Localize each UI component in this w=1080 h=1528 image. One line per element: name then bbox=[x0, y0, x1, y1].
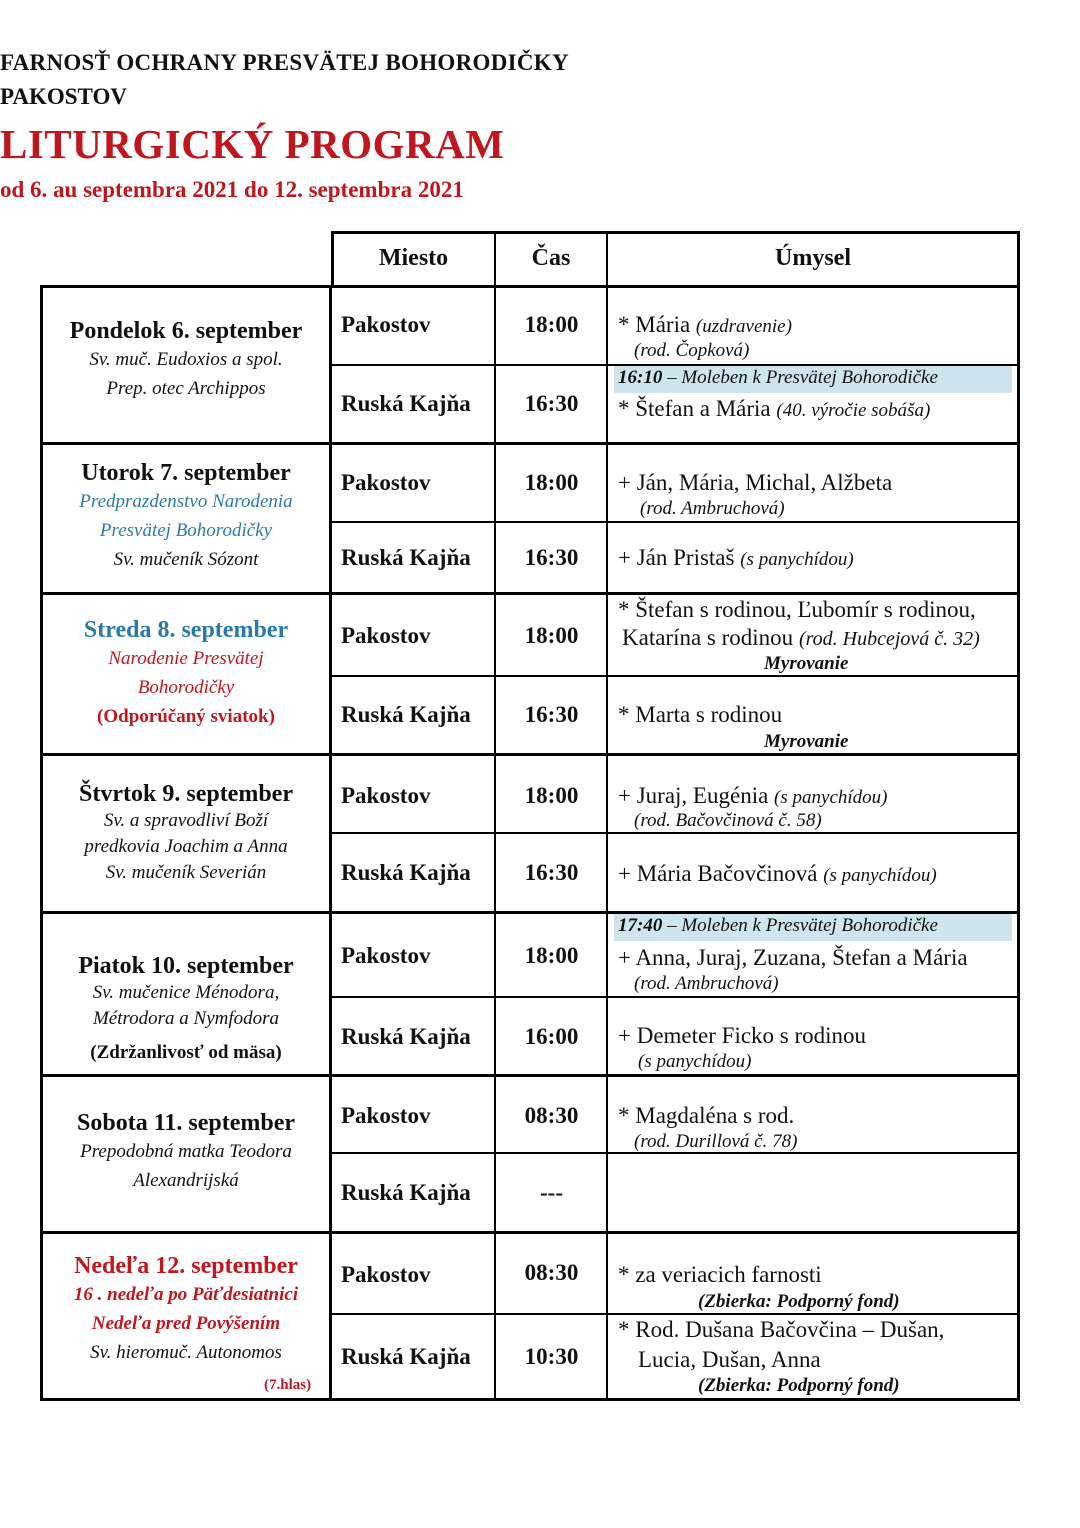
time-label: 18:00 bbox=[524, 943, 579, 968]
highlight-text: 17:40 – Moleben k Presvätej Bohorodičke bbox=[618, 915, 938, 936]
page-title: LITURGICKÝ PROGRAM bbox=[0, 121, 505, 167]
time-label: 08:30 bbox=[524, 1103, 579, 1128]
highlight-text: 16:10 – Moleben k Presvätej Bohorodičke bbox=[618, 367, 938, 388]
time-label: 10:30 bbox=[524, 1344, 579, 1369]
intent-text: * Magdaléna s rod. bbox=[618, 1103, 795, 1128]
intent-text: + Demeter Ficko s rodinou bbox=[618, 1023, 867, 1048]
place-label: Pakostov bbox=[341, 943, 431, 968]
intent-note: (s panychídou) bbox=[638, 1051, 752, 1072]
day-cell: Sobota 11. september Prepodobná matka Teodora Alexandrijská bbox=[77, 1110, 295, 1191]
intent-note: (rod. Ambruchová) bbox=[634, 973, 779, 994]
day-cell: Piatok 10. september Sv. mučenice Ménodora, Métrodora a Nymfodora (Zdržanlivosť od mäsa) bbox=[78, 953, 294, 1063]
intent-text: + Mária Bačovčinová (s panychídou) bbox=[618, 861, 937, 886]
collection-note: (Zbierka: Podporný fond) bbox=[698, 1291, 900, 1312]
time-label: --- bbox=[540, 1180, 563, 1205]
place-label: Pakostov bbox=[341, 623, 431, 648]
date-range: od 6. au septembra 2021 do 12. septembra 2021 bbox=[0, 177, 464, 202]
day-cell: Štvrtok 9. september Sv. a spravodliví Boží predkovia Joachim a Anna Sv. mučeník Severián bbox=[79, 781, 293, 883]
myrovanie-note: Myrovanie bbox=[764, 653, 849, 674]
place-label: Ruská Kajňa bbox=[341, 1180, 471, 1205]
place-label: Pakostov bbox=[341, 1262, 431, 1287]
time-label: 18:00 bbox=[524, 783, 579, 808]
intent-note: (rod. Bačovčinová č. 58) bbox=[634, 810, 822, 831]
day-cell: Utorok 7. september Predprazdenstvo Narodenia Presvätej Bohorodičky Sv. mučeník Sózont bbox=[79, 460, 293, 570]
time-label: 16:30 bbox=[524, 391, 579, 416]
time-label: 16:30 bbox=[524, 545, 579, 570]
time-label: 18:00 bbox=[524, 470, 579, 495]
time-label: 16:30 bbox=[524, 702, 579, 727]
place-label: Ruská Kajňa bbox=[341, 702, 471, 727]
place-label: Ruská Kajňa bbox=[341, 1344, 471, 1369]
intent-text: * Rod. Dušana Bačovčina – Dušan, bbox=[618, 1317, 945, 1342]
place-label: Ruská Kajňa bbox=[341, 1024, 471, 1049]
intent-text: * Štefan s rodinou, Ľubomír s rodinou, bbox=[618, 597, 976, 622]
intent-text: * za veriacich farnosti bbox=[618, 1262, 822, 1287]
intent-text: + Ján, Mária, Michal, Alžbeta bbox=[618, 470, 893, 495]
column-intent: Úmysel bbox=[775, 245, 851, 271]
column-time: Čas bbox=[531, 245, 571, 271]
time-label: 16:30 bbox=[524, 860, 579, 885]
intent-text: + Anna, Juraj, Zuzana, Štefan a Mária bbox=[618, 945, 968, 970]
place-label: Pakostov bbox=[341, 470, 431, 495]
intent-text: * Mária (uzdravenie) bbox=[618, 312, 792, 337]
time-label: 18:00 bbox=[524, 623, 579, 648]
time-label: 18:00 bbox=[524, 312, 579, 337]
day-cell: Nedeľa 12. september 16 . nedeľa po Päťdesiatnici Nedeľa pred Povýšením Sv. hieromuč. Autonomos bbox=[73, 1253, 299, 1363]
myrovanie-note: Myrovanie bbox=[764, 731, 849, 752]
time-label: 16:00 bbox=[524, 1024, 579, 1049]
day-cell: Pondelok 6. september Sv. muč. Eudoxios a spol. Prep. otec Archippos bbox=[69, 318, 303, 399]
tone-label: (7.hlas) bbox=[264, 1377, 312, 1393]
place-label: Ruská Kajňa bbox=[341, 545, 471, 570]
place-label: Pakostov bbox=[341, 1103, 431, 1128]
time-label: 08:30 bbox=[524, 1260, 579, 1285]
intent-text: Lucia, Dušan, Anna bbox=[638, 1347, 821, 1372]
place-label: Ruská Kajňa bbox=[341, 860, 471, 885]
intent-text: + Juraj, Eugénia (s panychídou) bbox=[618, 783, 888, 808]
place-label: Pakostov bbox=[341, 312, 431, 337]
intent-text: * Marta s rodinou bbox=[618, 702, 783, 727]
parish-name: FARNOSŤ OCHRANY PRESVÄTEJ BOHORODIČKY bbox=[0, 50, 569, 75]
place-label: Pakostov bbox=[341, 783, 431, 808]
intent-text: Katarína s rodinou (rod. Hubcejová č. 32) bbox=[622, 625, 980, 650]
intent-note: (rod. Ambruchová) bbox=[640, 498, 785, 519]
place-label: Ruská Kajňa bbox=[341, 391, 471, 416]
intent-text: + Ján Pristaš (s panychídou) bbox=[618, 545, 854, 570]
intent-note: (rod. Durillová č. 78) bbox=[634, 1131, 798, 1152]
collection-note: (Zbierka: Podporný fond) bbox=[698, 1375, 900, 1396]
town-name: PAKOSTOV bbox=[0, 84, 127, 109]
day-cell: Streda 8. september Narodenie Presvätej Bohorodičky (Odporúčaný sviatok) bbox=[83, 617, 289, 727]
column-place: Miesto bbox=[378, 245, 449, 271]
intent-text: * Štefan a Mária (40. výročie sobáša) bbox=[618, 396, 931, 421]
intent-note: (rod. Čopková) bbox=[634, 340, 750, 361]
